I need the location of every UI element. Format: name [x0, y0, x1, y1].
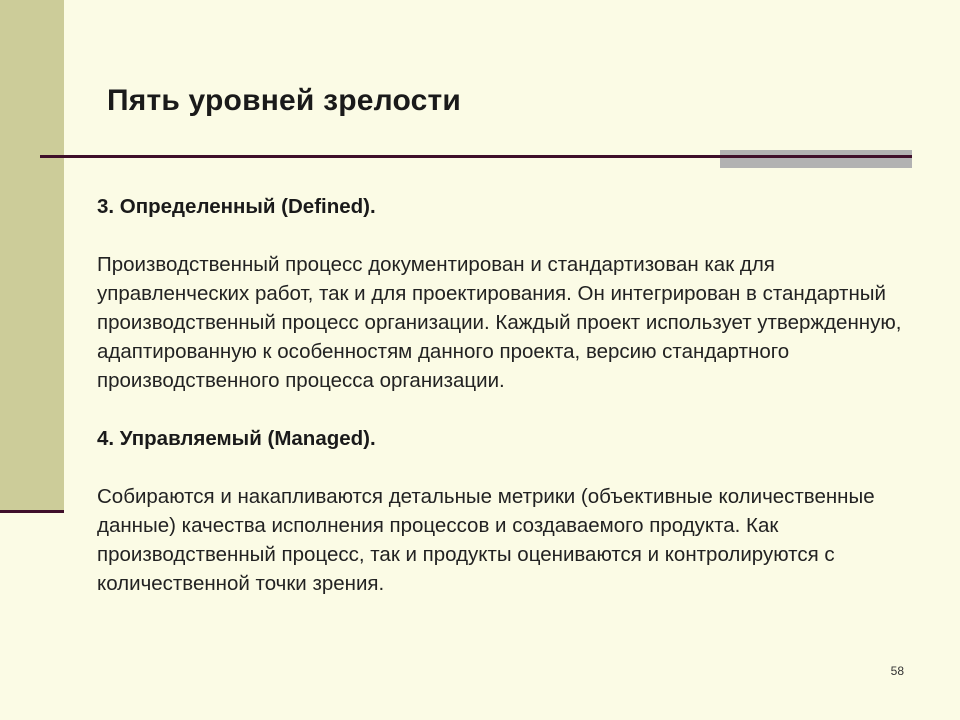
page-number: 58 — [890, 664, 904, 678]
spacer — [97, 453, 917, 482]
left-band-divider — [0, 510, 64, 513]
slide-content — [97, 192, 917, 598]
section-3-heading: 3. Определенный (Defined). — [97, 195, 376, 218]
slide-title: Пять уровней зрелости — [107, 84, 462, 117]
section-3-body: Производственный процесс документирован и стандартизован как для управленческих работ, так и для проектирования. Он интегрирован в стандартный производственный процесс организации. Каждый проект использует утвержденную, адаптированную к особенностям данного проекта, версию стандартного производственного процесса организации. — [97, 253, 902, 392]
left-decorative-band — [0, 0, 64, 512]
section-4-body: Собираются и накапливаются детальные метрики (объективные количественные данные) качества исполнения процессов и создаваемого продукта. Как производственный процесс, так и продукты оцениваются и контролируются с количественной точки зрения. — [97, 485, 875, 595]
title-accent-bar — [720, 150, 912, 168]
section-4-heading: 4. Управляемый (Managed). — [97, 427, 376, 450]
spacer — [97, 395, 917, 424]
spacer — [97, 221, 917, 250]
